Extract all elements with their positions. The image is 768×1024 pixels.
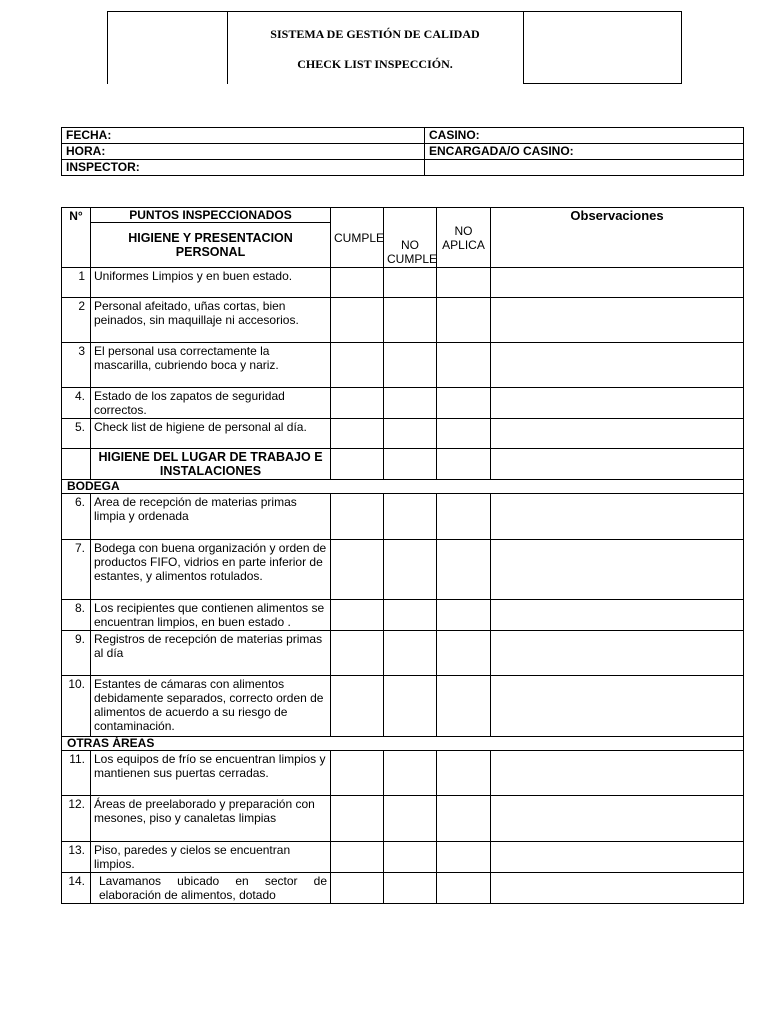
no-aplica-cell[interactable]: [437, 298, 491, 343]
section-higiene-personal: HIGIENE Y PRESENTACION PERSONAL: [91, 223, 331, 268]
info-table: [61, 127, 744, 176]
no-cumple-cell[interactable]: [384, 494, 437, 540]
col-points-header: PUNTOS INSPECCIONADOS: [91, 208, 331, 223]
document-subtitle: CHECK LIST INSPECCIÓN.: [297, 57, 453, 71]
cumple-cell[interactable]: [331, 873, 384, 904]
observaciones-cell[interactable]: [491, 631, 744, 676]
table-row: [62, 751, 744, 796]
no-cumple-cell[interactable]: [384, 298, 437, 343]
no-cumple-cell[interactable]: [384, 540, 437, 600]
no-cumple-cell[interactable]: [384, 268, 437, 298]
row-point: Estado de los zapatos de seguridad correctos.: [91, 388, 331, 419]
observaciones-cell[interactable]: [491, 388, 744, 419]
subsection-bodega: BODEGA: [62, 480, 744, 494]
no-aplica-cell[interactable]: [437, 343, 491, 388]
blank-cell: [331, 449, 384, 480]
document-title: SISTEMA DE GESTIÓN DE CALIDAD: [270, 27, 480, 41]
row-number: 1: [62, 268, 91, 298]
row-number: 6.: [62, 494, 91, 540]
no-cumple-cell[interactable]: [384, 796, 437, 842]
row-number: 3: [62, 343, 91, 388]
checklist-table: [61, 207, 744, 904]
col-observaciones-header: Observaciones: [491, 208, 744, 268]
table-row: [62, 842, 744, 873]
row-point: Los equipos de frío se encuentran limpios y mantienen sus puertas cerradas.: [91, 751, 331, 796]
cumple-cell[interactable]: [331, 419, 384, 449]
no-aplica-cell[interactable]: [437, 631, 491, 676]
row-point: Registros de recepción de materias primas al día: [91, 631, 331, 676]
table-row: [62, 631, 744, 676]
table-row: [62, 298, 744, 343]
cumple-cell[interactable]: [331, 676, 384, 737]
cumple-cell[interactable]: [331, 631, 384, 676]
no-cumple-cell[interactable]: [384, 600, 437, 631]
no-cumple-cell[interactable]: [384, 388, 437, 419]
inspector-blank: [425, 160, 744, 176]
no-aplica-cell[interactable]: [437, 676, 491, 737]
row-point: Los recipientes que contienen alimentos se encuentran limpios, en buen estado .: [91, 600, 331, 631]
no-aplica-cell[interactable]: [437, 796, 491, 842]
row-point: Áreas de preelaborado y preparación con mesones, piso y canaletas limpias: [91, 796, 331, 842]
no-cumple-cell[interactable]: [384, 873, 437, 904]
observaciones-cell[interactable]: [491, 796, 744, 842]
no-cumple-cell[interactable]: [384, 419, 437, 449]
encargada-label: ENCARGADA/O CASINO:: [425, 144, 744, 160]
row-number: 2: [62, 298, 91, 343]
table-row: [62, 796, 744, 842]
no-aplica-cell[interactable]: [437, 540, 491, 600]
cumple-cell[interactable]: [331, 842, 384, 873]
table-row: [62, 873, 744, 904]
table-row: [62, 268, 744, 298]
observaciones-cell[interactable]: [491, 343, 744, 388]
row-number: 9.: [62, 631, 91, 676]
observaciones-cell[interactable]: [491, 268, 744, 298]
observaciones-cell[interactable]: [491, 842, 744, 873]
table-row: [62, 419, 744, 449]
no-aplica-cell[interactable]: [437, 842, 491, 873]
observaciones-cell[interactable]: [491, 600, 744, 631]
row-number: 13.: [62, 842, 91, 873]
row-point: Area de recepción de materias primas limpia y ordenada: [91, 494, 331, 540]
row-number: 10.: [62, 676, 91, 737]
row-point: El personal usa correctamente la mascarilla, cubriendo boca y nariz.: [91, 343, 331, 388]
row-point: Bodega con buena organización y orden de productos FIFO, vidrios en parte inferior de estantes, y alimentos rotulados.: [91, 540, 331, 600]
row-number: 5.: [62, 419, 91, 449]
col-no-aplica-header: NO APLICA: [437, 208, 491, 268]
cumple-cell[interactable]: [331, 494, 384, 540]
no-aplica-cell[interactable]: [437, 600, 491, 631]
table-row: [62, 540, 744, 600]
row-number: 8.: [62, 600, 91, 631]
no-cumple-cell[interactable]: [384, 631, 437, 676]
no-aplica-cell[interactable]: [437, 751, 491, 796]
row-point: Uniformes Limpios y en buen estado.: [91, 268, 331, 298]
inspector-label: INSPECTOR:: [62, 160, 425, 176]
table-row: [62, 600, 744, 631]
section-higiene-lugar: HIGIENE DEL LUGAR DE TRABAJO E INSTALACIONES: [91, 449, 331, 480]
casino-label: CASINO:: [425, 128, 744, 144]
no-aplica-cell[interactable]: [437, 419, 491, 449]
table-row: [62, 494, 744, 540]
row-point: Estantes de cámaras con alimentos debidamente separados, correcto orden de alimentos de acuerdo a su riesgo de contaminación.: [91, 676, 331, 737]
no-aplica-cell[interactable]: [437, 494, 491, 540]
row-point: Check list de higiene de personal al día.: [91, 419, 331, 449]
cumple-cell[interactable]: [331, 388, 384, 419]
subsection-otras-areas: OTRAS ÁREAS: [62, 737, 744, 751]
row-number: 14.: [62, 873, 91, 904]
row-number: 7.: [62, 540, 91, 600]
row-number: 4.: [62, 388, 91, 419]
row-number: 11.: [62, 751, 91, 796]
no-cumple-cell[interactable]: [384, 343, 437, 388]
blank-cell: [384, 449, 437, 480]
fecha-label: FECHA:: [62, 128, 425, 144]
observaciones-cell[interactable]: [491, 298, 744, 343]
col-no-cumple-header: NO CUMPLE: [384, 208, 437, 268]
col-number-header: N°: [62, 208, 91, 268]
observaciones-cell[interactable]: [491, 751, 744, 796]
table-row: [62, 676, 744, 737]
observaciones-cell[interactable]: [491, 419, 744, 449]
observaciones-cell[interactable]: [491, 873, 744, 904]
cumple-cell[interactable]: [331, 298, 384, 343]
cumple-cell[interactable]: [331, 796, 384, 842]
no-cumple-cell[interactable]: [384, 676, 437, 737]
blank-cell: [491, 449, 744, 480]
table-row: [62, 343, 744, 388]
row-point: Piso, paredes y cielos se encuentran limpios.: [91, 842, 331, 873]
no-cumple-cell[interactable]: [384, 751, 437, 796]
row-number: 12.: [62, 796, 91, 842]
row-point: Personal afeitado, uñas cortas, bien peinados, sin maquillaje ni accesorios.: [91, 298, 331, 343]
blank-cell: [62, 449, 91, 480]
observaciones-cell[interactable]: [491, 494, 744, 540]
observaciones-cell[interactable]: [491, 676, 744, 737]
col-cumple-header: CUMPLE: [331, 208, 384, 268]
no-aplica-cell[interactable]: [437, 873, 491, 904]
cumple-cell[interactable]: [331, 268, 384, 298]
document-header: [107, 11, 682, 84]
cumple-cell[interactable]: [331, 751, 384, 796]
cumple-cell[interactable]: [331, 540, 384, 600]
hora-label: HORA:: [62, 144, 425, 160]
no-aplica-cell[interactable]: [437, 268, 491, 298]
blank-cell: [437, 449, 491, 480]
cumple-cell[interactable]: [331, 343, 384, 388]
table-row: [62, 388, 744, 419]
observaciones-cell[interactable]: [491, 540, 744, 600]
row-point: Lavamanos ubicado en sector de elaboración de alimentos, dotado: [91, 873, 331, 904]
no-aplica-cell[interactable]: [437, 388, 491, 419]
cumple-cell[interactable]: [331, 600, 384, 631]
no-cumple-cell[interactable]: [384, 842, 437, 873]
